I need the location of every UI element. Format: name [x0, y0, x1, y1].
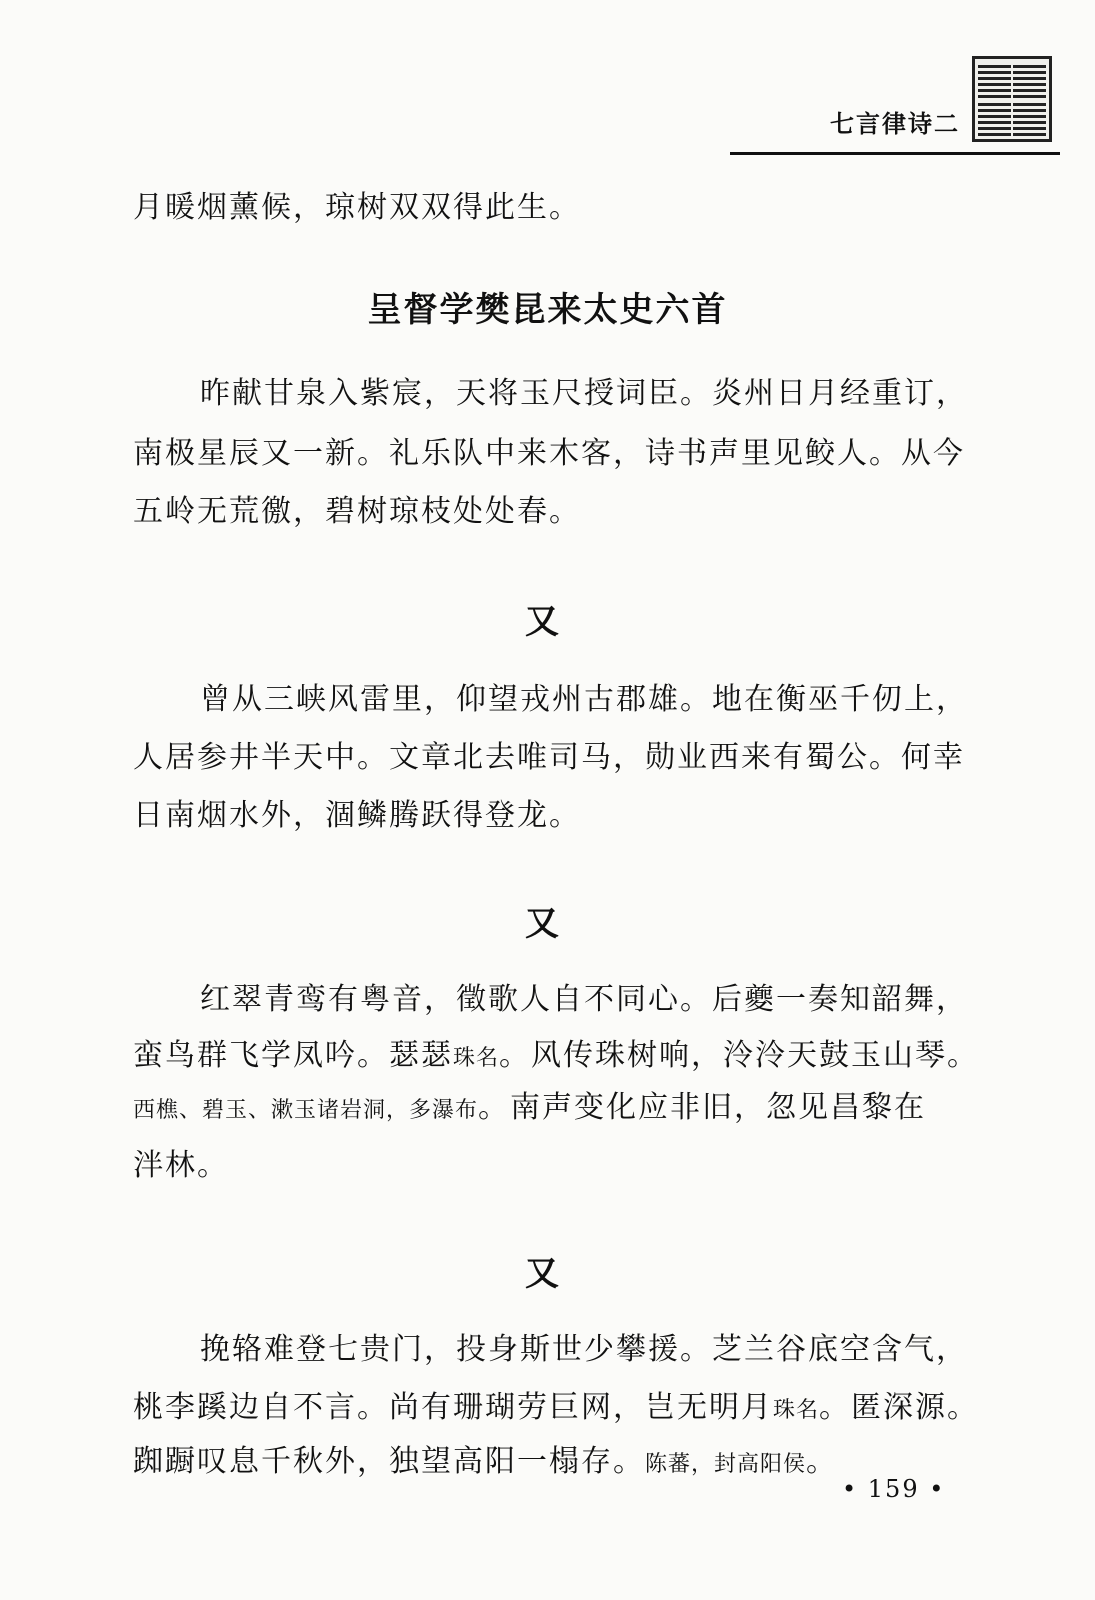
sub-heading-you: 又 [525, 904, 559, 944]
poem4-line2: 桃李蹊边自不言。尚有珊瑚劳巨网，岂无明月珠名。匿深源。 [133, 1390, 980, 1425]
poem1-line1: 昨献甘泉入紫宸，天将玉尺授词臣。炎州日月经重订， [200, 376, 968, 411]
poem3-line1: 红翠青鸾有粤音，徵歌人自不同心。后夔一奏知韶舞， [200, 982, 968, 1017]
poem3-line2: 蛮鸟群飞学凤吟。瑟瑟珠名。风传珠树响，泠泠天鼓玉山琴。 [133, 1038, 980, 1073]
sub-heading-you: 又 [525, 1254, 559, 1294]
running-header [730, 96, 1060, 155]
annotation: 西樵、碧玉、漱玉诸岩洞，多瀑布 [133, 1098, 479, 1123]
poem2-line2: 人居参井半天中。文章北去唯司马，勋业西来有蜀公。何幸 [133, 740, 965, 775]
poem1-line3: 五岭无荒徼，碧树琼枝处处春。 [133, 494, 581, 529]
prev-poem-tail: 月暖烟薰候，琼树双双得此生。 [133, 190, 581, 225]
poem1-line2: 南极星辰又一新。礼乐队中来木客，诗书声里见鲛人。从今 [133, 436, 965, 471]
poem4-line3: 踟蹰叹息千秋外，独望高阳一榻存。陈蕃，封高阳侯。 [133, 1444, 839, 1479]
seal-stamp-icon [972, 56, 1052, 142]
sub-heading-you: 又 [525, 602, 559, 642]
poem2-line1: 曾从三峡风雷里，仰望戎州古郡雄。地在衡巫千仞上， [200, 682, 968, 717]
poem-title: 呈督学樊昆来太史六首 [367, 290, 728, 330]
annotation: 珠名 [453, 1046, 500, 1071]
section-title: 七言律诗二 [830, 110, 960, 138]
poem2-line3: 日南烟水外，涸鳞腾跃得登龙。 [133, 798, 581, 833]
poem3-line4: 泮林。 [133, 1148, 229, 1183]
poem4-line1: 挽辂难登七贵门，投身斯世少攀援。芝兰谷底空含气， [200, 1332, 968, 1367]
page-number: • 159 • [842, 1475, 946, 1503]
poem3-line3: 西樵、碧玉、漱玉诸岩洞，多瀑布。南声变化应非旧，忽见昌黎在 [133, 1090, 927, 1125]
annotation: 珠名 [773, 1398, 820, 1423]
annotation: 陈蕃，封高阳侯 [645, 1452, 807, 1477]
